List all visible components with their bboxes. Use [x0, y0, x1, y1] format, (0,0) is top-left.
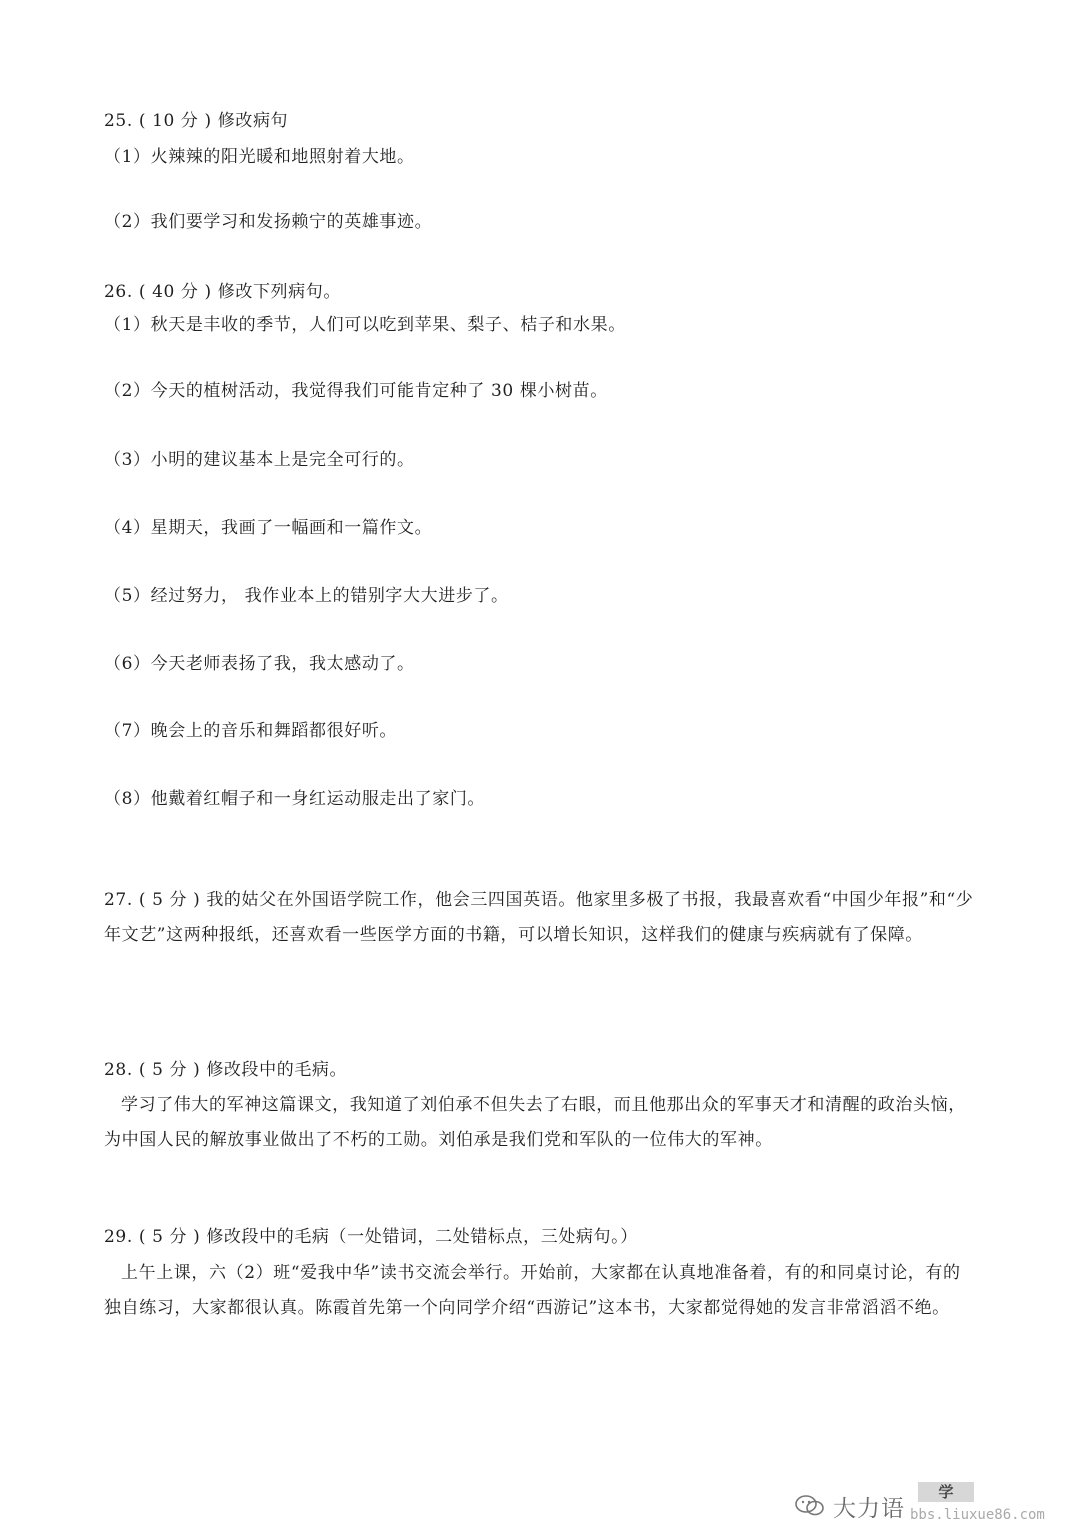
q28-title: 28. ( 5 分 ) 修改段中的毛病。 — [104, 1060, 348, 1080]
q25-item-1: （1）火辣辣的阳光暖和地照射着大地。 — [104, 147, 415, 167]
q26-item-1: （1）秋天是丰收的季节，人们可以吃到苹果、梨子、桔子和水果。 — [104, 315, 626, 335]
q26-item-8: （8）他戴着红帽子和一身红运动服走出了家门。 — [104, 789, 486, 809]
watermark-name: 大力语 — [833, 1495, 905, 1522]
watermark-site: bbs.liuxue86.com — [910, 1507, 1045, 1523]
watermark — [795, 1488, 905, 1524]
q26-item-4: （4）星期天，我画了一幅画和一篇作文。 — [104, 518, 433, 538]
q29-paragraph: 上午上课，六（2）班“爱我中华”读书交流会举行。开始前，大家都在认真地准备着，有的和同桌讨论，有的独自练习，大家都很认真。陈霞首先第一个向同学介绍“西游记”这本书，大家都觉得她的发言非常滔滔不绝。 — [104, 1263, 961, 1318]
q25-item-2: （2）我们要学习和发扬赖宁的英雄事迹。 — [104, 212, 433, 232]
q26-item-5: （5）经过努力， 我作业本上的错别字大大进步了。 — [104, 586, 509, 606]
q27-paragraph: 27. ( 5 分 ) 我的姑父在外国语学院工作，他会三四国英语。他家里多极了书报，我最喜欢看“中国少年报”和“少年文艺”这两种报纸，还喜欢看一些医学方面的书籍，可以增长知识，这样我们的健康与疾病就有了保障。 — [104, 890, 974, 945]
q26-item-3: （3）小明的建议基本上是完全可行的。 — [104, 450, 415, 470]
q28-paragraph: 学习了伟大的军神这篇课文，我知道了刘伯承不但失去了右眼，而且他那出众的军事天才和清醒的政治头恼，为中国人民的解放事业做出了不朽的工勋。刘伯承是我们党和军队的一位伟大的军神。 — [104, 1095, 966, 1150]
q26-item-2: （2）今天的植树活动，我觉得我们可能肯定种了 30 棵小树苗。 — [104, 381, 608, 401]
q26-item-6: （6）今天老师表扬了我，我太感动了。 — [104, 654, 415, 674]
q29-title: 29. ( 5 分 ) 修改段中的毛病（一处错词，二处错标点，三处病句。） — [104, 1227, 638, 1247]
q25-title: 25. ( 10 分 ) 修改病句 — [104, 111, 289, 131]
q26-item-7: （7）晚会上的音乐和舞蹈都很好听。 — [104, 721, 398, 741]
watermark-stamp: 学 — [918, 1482, 974, 1502]
wechat-icon — [795, 1495, 825, 1517]
q26-title: 26. ( 40 分 ) 修改下列病句。 — [104, 282, 341, 302]
